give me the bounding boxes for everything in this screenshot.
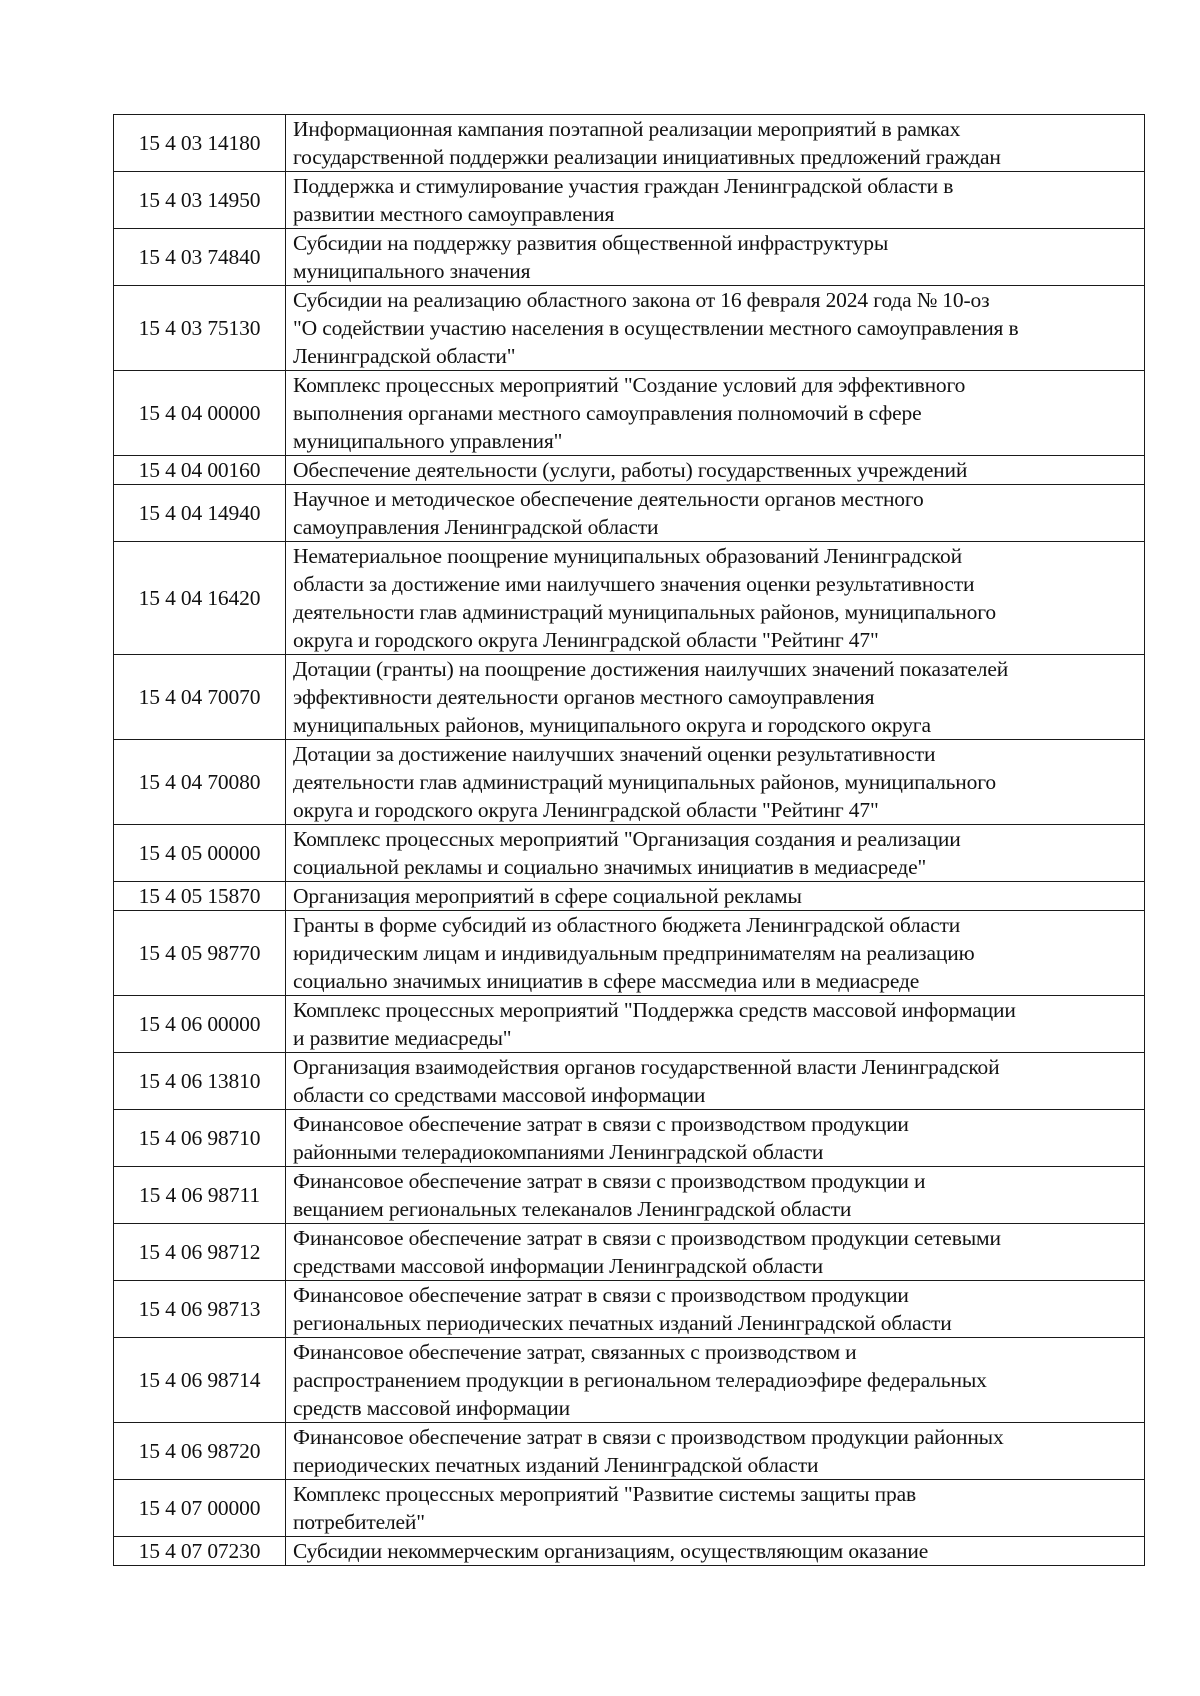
table-row bbox=[114, 1423, 1145, 1480]
description-line: региональных периодических печатных изданий Ленинградской области bbox=[293, 1311, 952, 1335]
table-row bbox=[114, 371, 1145, 456]
table-row bbox=[114, 1480, 1145, 1537]
description-line: государственной поддержки реализации инициативных предложений граждан bbox=[293, 145, 1001, 169]
description-line: периодических печатных изданий Ленинградской области bbox=[293, 1453, 819, 1477]
description-line: Дотации (гранты) на поощрение достижения наилучших значений показателей bbox=[293, 657, 1009, 681]
description-line: Информационная кампания поэтапной реализации мероприятий в рамках bbox=[293, 117, 961, 141]
description-line: деятельности глав администраций муниципальных районов, муниципального bbox=[293, 770, 996, 794]
table-row bbox=[114, 1537, 1145, 1566]
description-line: Гранты в форме субсидий из областного бюджета Ленинградской области bbox=[293, 913, 961, 937]
description-line: эффективности деятельности органов местного самоуправления bbox=[293, 685, 875, 709]
row-code-cell: 15 4 04 00160 bbox=[114, 456, 286, 485]
description-line: юридическим лицам и индивидуальным предпринимателям на реализацию bbox=[293, 941, 975, 965]
row-description-cell bbox=[286, 1053, 1145, 1110]
row-code-cell: 15 4 05 15870 bbox=[114, 882, 286, 911]
description-line: Комплекс процессных мероприятий "Развитие системы защиты прав bbox=[293, 1482, 916, 1506]
description-line: Финансовое обеспечение затрат в связи с производством продукции bbox=[293, 1112, 909, 1136]
description-line: развитии местного самоуправления bbox=[293, 202, 615, 226]
description-line: и развитие медиасреды" bbox=[293, 1026, 512, 1050]
description-line: области со средствами массовой информации bbox=[293, 1083, 706, 1107]
row-code-cell: 15 4 04 16420 bbox=[114, 542, 286, 655]
row-code-cell: 15 4 03 75130 bbox=[114, 286, 286, 371]
row-description-cell bbox=[286, 740, 1145, 825]
row-description-cell bbox=[286, 1537, 1145, 1566]
row-description-cell bbox=[286, 229, 1145, 286]
table-row bbox=[114, 740, 1145, 825]
description-line: Субсидии некоммерческим организациям, осуществляющим оказание bbox=[293, 1539, 929, 1563]
table-row bbox=[114, 1167, 1145, 1224]
table-row bbox=[114, 542, 1145, 655]
row-code-cell: 15 4 07 07230 bbox=[114, 1537, 286, 1566]
row-description-cell bbox=[286, 1423, 1145, 1480]
description-line: Поддержка и стимулирование участия граждан Ленинградской области в bbox=[293, 174, 954, 198]
description-line: социально значимых инициатив в сфере массмедиа или в медиасреде bbox=[293, 969, 920, 993]
row-description-cell bbox=[286, 1167, 1145, 1224]
row-description-cell bbox=[286, 882, 1145, 911]
table-row bbox=[114, 1338, 1145, 1423]
table-row bbox=[114, 655, 1145, 740]
description-line: Субсидии на поддержку развития общественной инфраструктуры bbox=[293, 231, 889, 255]
table-row bbox=[114, 882, 1145, 911]
row-description-cell bbox=[286, 996, 1145, 1053]
description-line: социальной рекламы и социально значимых инициатив в медиасреде" bbox=[293, 855, 927, 879]
row-code-cell: 15 4 05 98770 bbox=[114, 911, 286, 996]
description-line: Ленинградской области" bbox=[293, 344, 516, 368]
row-description-cell bbox=[286, 172, 1145, 229]
table-row bbox=[114, 911, 1145, 996]
description-line: Организация взаимодействия органов государственной власти Ленинградской bbox=[293, 1055, 1000, 1079]
row-description-cell bbox=[286, 542, 1145, 655]
row-code-cell: 15 4 03 14180 bbox=[114, 115, 286, 172]
description-line: Субсидии на реализацию областного закона от 16 февраля 2024 года № 10-оз bbox=[293, 288, 990, 312]
description-line: области за достижение ими наилучшего значения оценки результативности bbox=[293, 572, 975, 596]
row-description-cell bbox=[286, 911, 1145, 996]
table-row bbox=[114, 1281, 1145, 1338]
row-code-cell: 15 4 05 00000 bbox=[114, 825, 286, 882]
description-line: Финансовое обеспечение затрат в связи с производством продукции и bbox=[293, 1169, 926, 1193]
description-line: Финансовое обеспечение затрат в связи с производством продукции bbox=[293, 1283, 909, 1307]
row-description-cell bbox=[286, 1480, 1145, 1537]
row-description-cell bbox=[286, 371, 1145, 456]
table-row bbox=[114, 1110, 1145, 1167]
description-line: выполнения органами местного самоуправления полномочий в сфере bbox=[293, 401, 922, 425]
table-row bbox=[114, 286, 1145, 371]
description-line: "О содействии участию населения в осуществлении местного самоуправления в bbox=[293, 316, 1019, 340]
description-line: муниципального значения bbox=[293, 259, 531, 283]
description-line: районными телерадиокомпаниями Ленинградской области bbox=[293, 1140, 824, 1164]
description-line: Финансовое обеспечение затрат в связи с производством продукции сетевыми bbox=[293, 1226, 1001, 1250]
description-line: Нематериальное поощрение муниципальных образований Ленинградской bbox=[293, 544, 962, 568]
row-description-cell bbox=[286, 1281, 1145, 1338]
description-line: средств массовой информации bbox=[293, 1396, 571, 1420]
description-line: округа и городского округа Ленинградской области "Рейтинг 47" bbox=[293, 798, 879, 822]
row-description-cell bbox=[286, 1338, 1145, 1423]
description-line: Комплекс процессных мероприятий "Поддержка средств массовой информации bbox=[293, 998, 1016, 1022]
row-code-cell: 15 4 04 70080 bbox=[114, 740, 286, 825]
description-line: Комплекс процессных мероприятий "Организация создания и реализации bbox=[293, 827, 961, 851]
description-line: Обеспечение деятельности (услуги, работы) государственных учреждений bbox=[293, 458, 968, 482]
table-row bbox=[114, 996, 1145, 1053]
budget-code-table bbox=[113, 114, 1145, 1566]
table-row bbox=[114, 172, 1145, 229]
description-line: Дотации за достижение наилучших значений оценки результативности bbox=[293, 742, 936, 766]
description-line: средствами массовой информации Ленинградской области bbox=[293, 1254, 823, 1278]
row-description-cell bbox=[286, 485, 1145, 542]
row-description-cell bbox=[286, 825, 1145, 882]
description-line: Финансовое обеспечение затрат в связи с производством продукции районных bbox=[293, 1425, 1004, 1449]
row-code-cell: 15 4 06 98714 bbox=[114, 1338, 286, 1423]
row-code-cell: 15 4 04 00000 bbox=[114, 371, 286, 456]
description-line: деятельности глав администраций муниципальных районов, муниципального bbox=[293, 600, 996, 624]
row-code-cell: 15 4 06 98720 bbox=[114, 1423, 286, 1480]
description-line: Организация мероприятий в сфере социальной рекламы bbox=[293, 884, 802, 908]
table-row bbox=[114, 115, 1145, 172]
row-code-cell: 15 4 06 98713 bbox=[114, 1281, 286, 1338]
row-description-cell bbox=[286, 655, 1145, 740]
table-body bbox=[114, 115, 1145, 1566]
row-code-cell: 15 4 06 98710 bbox=[114, 1110, 286, 1167]
row-code-cell: 15 4 04 14940 bbox=[114, 485, 286, 542]
row-description-cell bbox=[286, 1224, 1145, 1281]
row-code-cell: 15 4 07 00000 bbox=[114, 1480, 286, 1537]
table-row bbox=[114, 1053, 1145, 1110]
table-row bbox=[114, 1224, 1145, 1281]
row-code-cell: 15 4 06 98712 bbox=[114, 1224, 286, 1281]
row-description-cell bbox=[286, 286, 1145, 371]
row-description-cell bbox=[286, 1110, 1145, 1167]
row-code-cell: 15 4 06 00000 bbox=[114, 996, 286, 1053]
row-description-cell bbox=[286, 115, 1145, 172]
description-line: самоуправления Ленинградской области bbox=[293, 515, 659, 539]
description-line: муниципальных районов, муниципального округа и городского округа bbox=[293, 713, 931, 737]
description-line: округа и городского округа Ленинградской области "Рейтинг 47" bbox=[293, 628, 879, 652]
description-line: Научное и методическое обеспечение деятельности органов местного bbox=[293, 487, 924, 511]
row-code-cell: 15 4 06 13810 bbox=[114, 1053, 286, 1110]
description-line: распространением продукции в региональном телерадиоэфире федеральных bbox=[293, 1368, 987, 1392]
description-line: потребителей" bbox=[293, 1510, 425, 1534]
row-code-cell: 15 4 03 74840 bbox=[114, 229, 286, 286]
description-line: Финансовое обеспечение затрат, связанных с производством и bbox=[293, 1340, 857, 1364]
table-row bbox=[114, 456, 1145, 485]
table-row bbox=[114, 825, 1145, 882]
row-description-cell bbox=[286, 456, 1145, 485]
description-line: Комплекс процессных мероприятий "Создание условий для эффективного bbox=[293, 373, 966, 397]
row-code-cell: 15 4 04 70070 bbox=[114, 655, 286, 740]
table-row bbox=[114, 485, 1145, 542]
row-code-cell: 15 4 03 14950 bbox=[114, 172, 286, 229]
table-row bbox=[114, 229, 1145, 286]
description-line: вещанием региональных телеканалов Ленинградской области bbox=[293, 1197, 852, 1221]
description-line: муниципального управления" bbox=[293, 429, 563, 453]
row-code-cell: 15 4 06 98711 bbox=[114, 1167, 286, 1224]
